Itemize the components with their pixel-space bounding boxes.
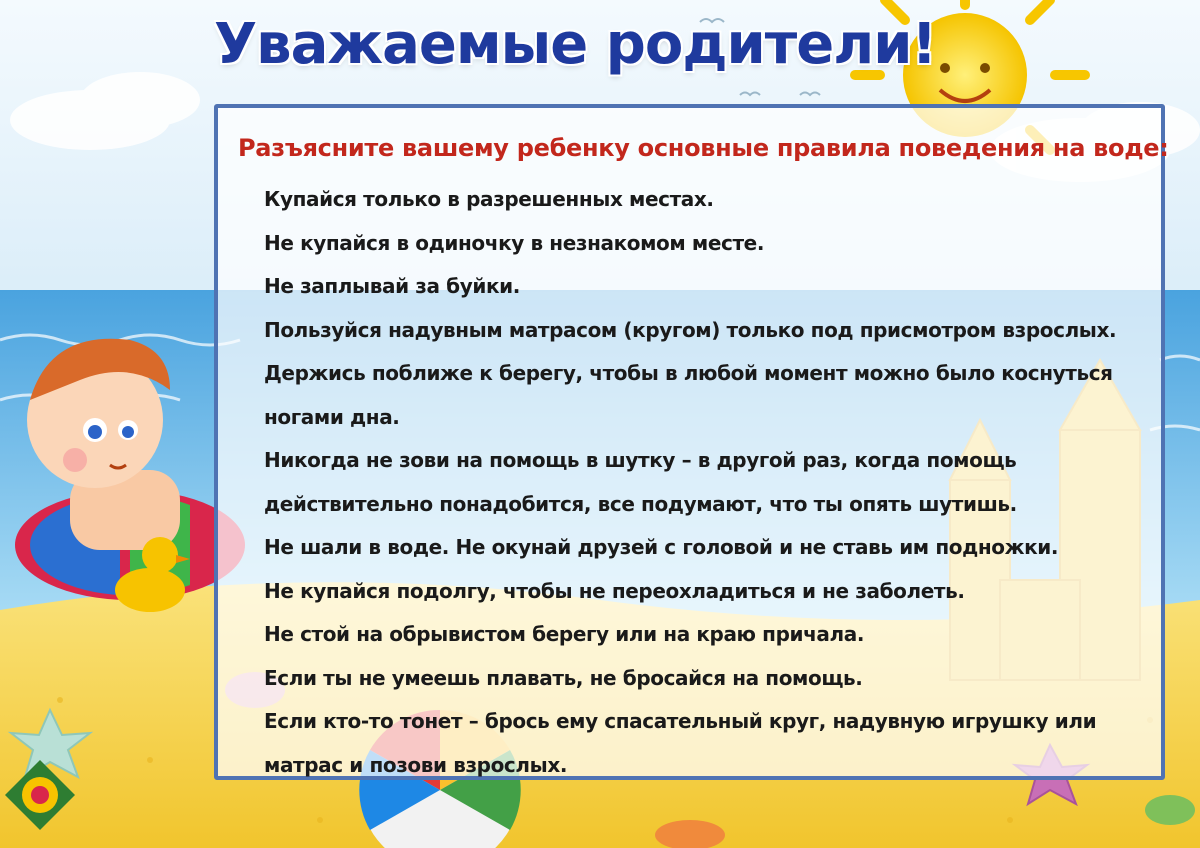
rule-item: Не стой на обрывистом берегу или на краю причала.: [264, 622, 865, 646]
rule-item: Если ты не умеешь плавать, не бросайся на помощь.: [264, 665, 863, 690]
rule-item: Пользуйся надувным матрасом (кругом) только под присмотром взрослых.: [264, 317, 1117, 342]
rule-item: Никогда не зови на помощь в шутку – в другой раз, когда помощь действительно понадобится, все подумают, что ты опять шутишь.: [264, 448, 1017, 516]
rule-item: Если кто-то тонет – брось ему спасательный круг, надувную игрушку или матрас и позови взрослых.: [264, 709, 1097, 777]
intro-heading: Разъясните вашему ребенку основные правила поведения на воде:: [238, 134, 1169, 162]
rule-item: Не заплывай за буйки.: [264, 274, 520, 298]
rule-item: Не шали в воде. Не окунай друзей с головой и не ставь им подножки.: [264, 535, 1059, 559]
rule-item: Не купайся в одиночку в незнакомом месте.: [264, 230, 765, 255]
rule-item: Купайся только в разрешенных местах.: [264, 187, 714, 211]
rules-list: [264, 178, 1154, 787]
rule-item: Не купайся подолгу, чтобы не переохладиться и не заболеть.: [264, 578, 965, 603]
page-title: Уважаемые родители!: [213, 12, 937, 77]
rule-item: Держись поближе к берегу, чтобы в любой момент можно было коснуться ногами дна.: [264, 361, 1113, 429]
